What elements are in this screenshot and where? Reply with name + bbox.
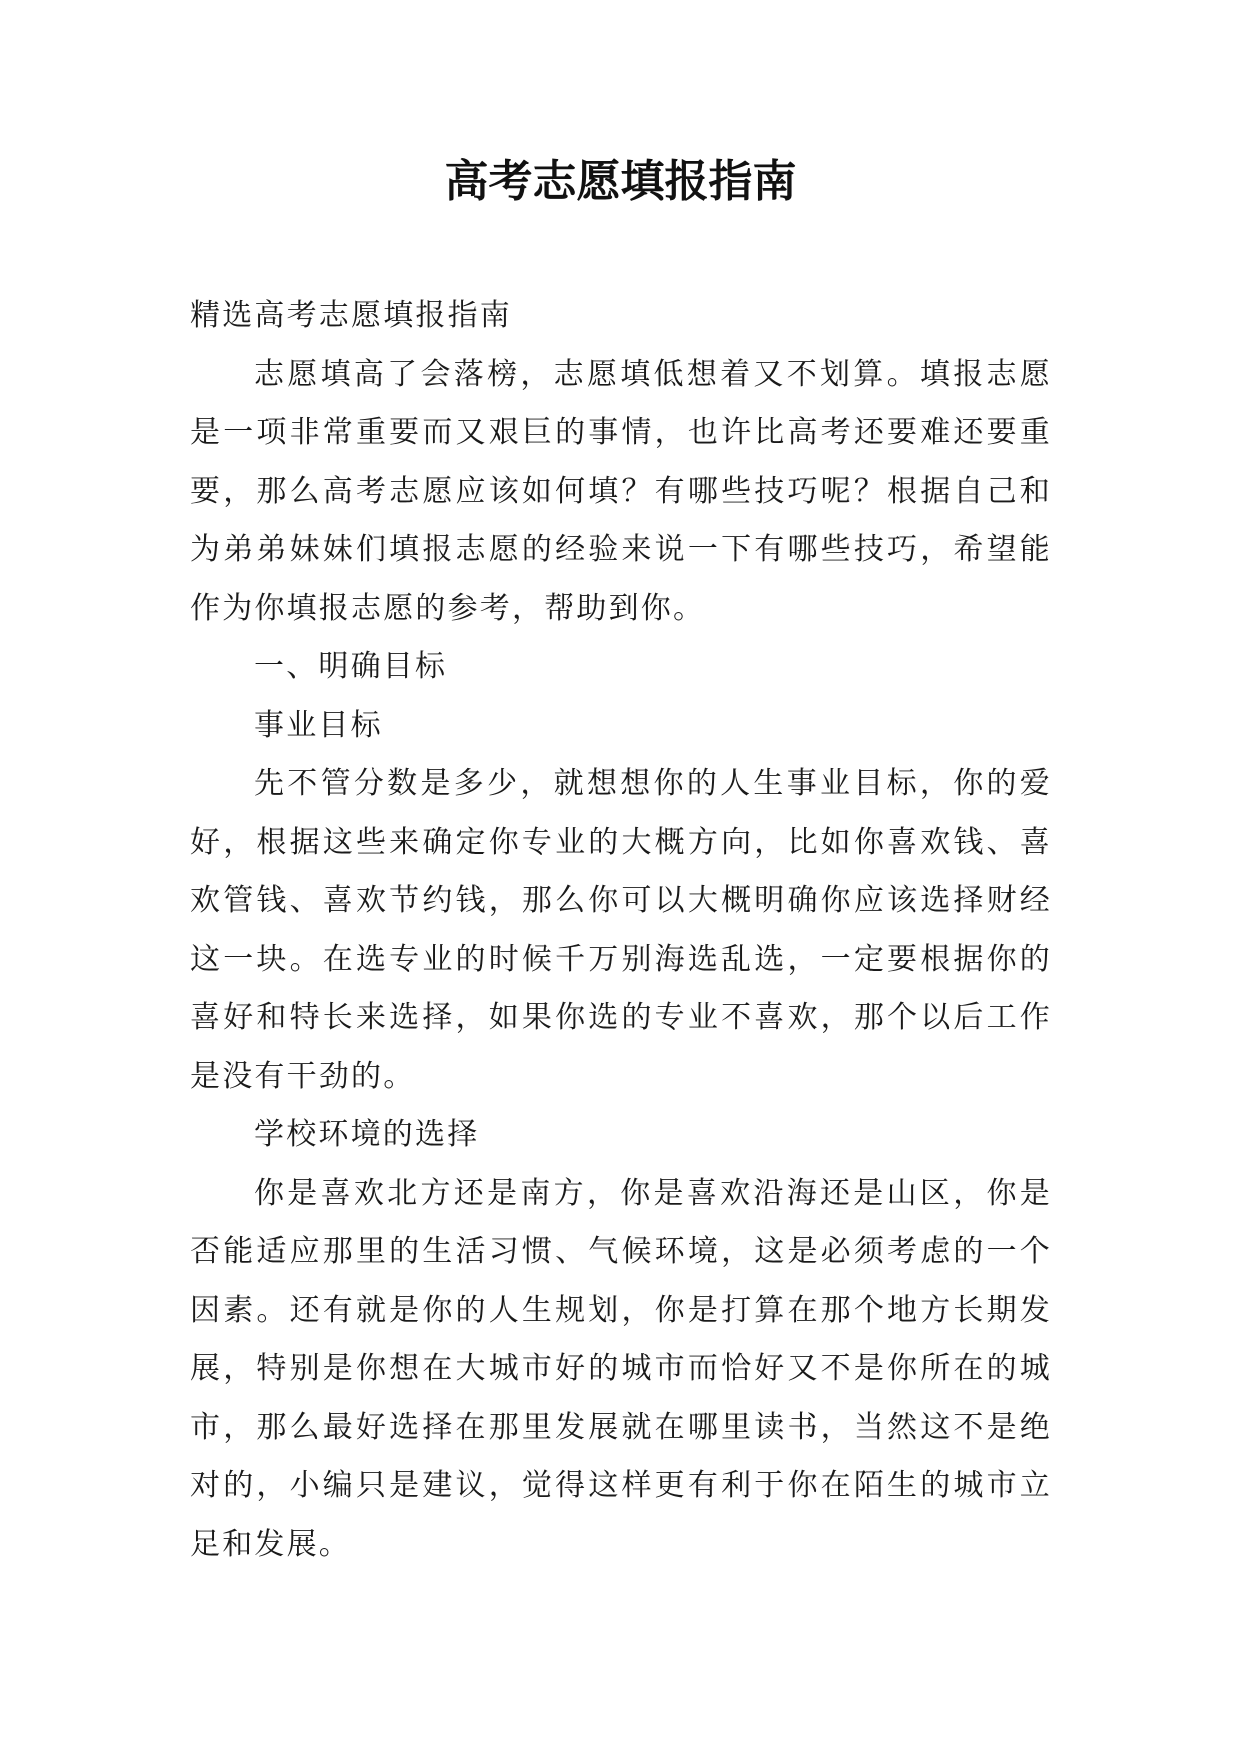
section-heading-goals: 一、明确目标 <box>254 649 448 684</box>
school-environment-paragraph: 你是喜欢北方还是南方，你是喜欢沿海还是山区，你是否能适应那里的生活习惯、气候环境，这是必须考虑的一个因素。还有就是你的人生规划，你是打算在那个地方长期发展，特别是你想在大城市好的城市而恰好又不是你所在的城市，那么最好选择在那里发展就在哪里读书，当然这不是绝对的，小编只是建议，觉得这样更有利于你在陌生的城市立足和发展。 <box>190 1175 1052 1562</box>
career-goals-paragraph: 先不管分数是多少，就想想你的人生事业目标，你的爱好，根据这些来确定你专业的大概方向，比如你喜欢钱、喜欢管钱、喜欢节约钱，那么你可以大概明确你应该选择财经这一块。在选专业的时候千万别海选乱选，一定要根据你的喜好和特长来选择，如果你选的专业不喜欢，那个以后工作是没有干劲的。 <box>190 766 1052 1094</box>
intro-paragraph: 志愿填高了会落榜，志愿填低想着又不划算。填报志愿是一项非常重要而又艰巨的事情，也许比高考还要难还要重要，那么高考志愿应该如何填？有哪些技巧呢？根据自己和为弟弟妹妹们填报志愿的经验来说一下有哪些技巧，希望能作为你填报志愿的参考，帮助到你。 <box>190 356 1052 626</box>
subheading-career-goals: 事业目标 <box>254 707 383 743</box>
subtitle-paragraph: 精选高考志愿填报指南 <box>190 298 512 333</box>
document-title: 高考志愿填报指南 <box>444 156 797 207</box>
document-body <box>190 287 1052 1574</box>
subheading-school-environment: 学校环境的选择 <box>254 1117 480 1152</box>
